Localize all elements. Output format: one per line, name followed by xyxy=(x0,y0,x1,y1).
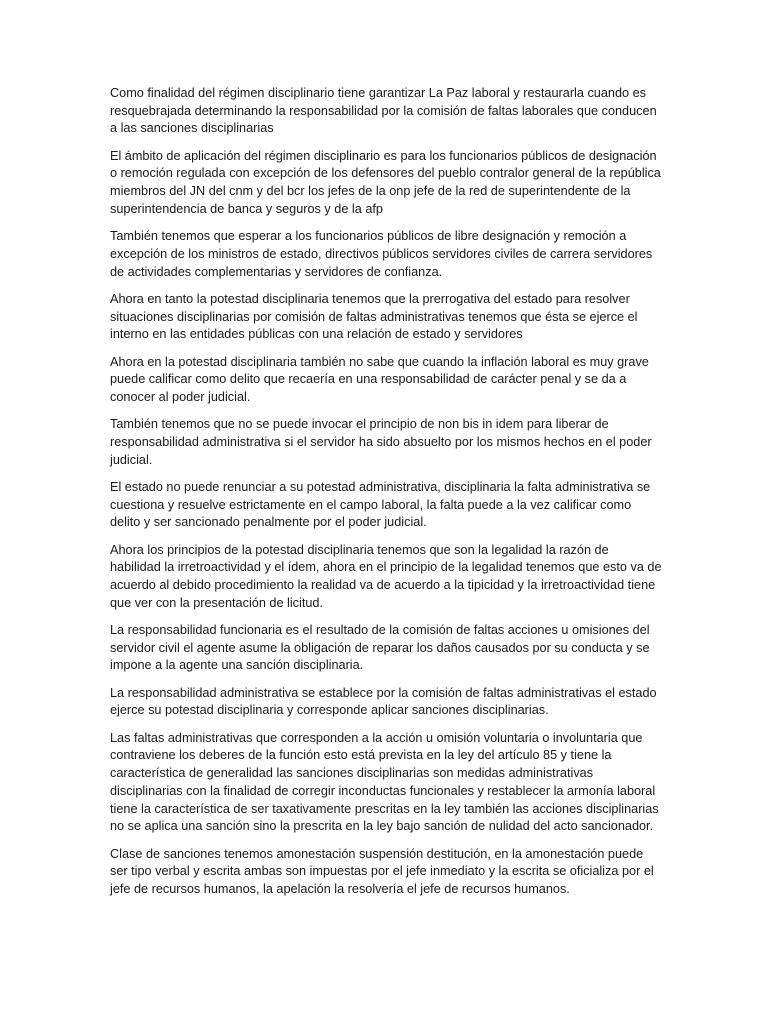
paragraph-4: Ahora en tanto la potestad disciplinaria tenemos que la prerrogativa del estado para resolver situaciones disciplinarias por comisión de faltas administrativas tenemos que ésta se ejerce el interno en las entidades públicas con una relación de estado y servidores xyxy=(110,291,638,342)
document-body xyxy=(110,85,662,908)
paragraph-3: También tenemos que esperar a los funcionarios públicos de libre designación y remoción a excepción de los ministros de estado, directivos públicos servidores civiles de carrera servidores de actividades complementarias y servidores de confianza. xyxy=(110,229,653,279)
paragraph-9: La responsabilidad funcionaria es el resultado de la comisión de faltas acciones u omisiones del servidor civil el agente asume la obligación de reparar los daños causados por su conducta y se impone a la agente una sanción disciplinaria. xyxy=(110,623,650,673)
paragraph-7: El estado no puede renunciar a su potestad administrativa, disciplinaria la falta administrativa se cuestiona y resuelve estrictamente en el campo laboral, la falta puede a la vez calificar como delito y ser sancionado penalmente por el poder judicial. xyxy=(110,479,651,530)
paragraph-1: Como finalidad del régimen disciplinario tiene garantizar La Paz laboral y restaurarla cuando es resquebrajada determinando la responsabilidad por la comisión de faltas laborales que conducen a las sanciones disciplinarias xyxy=(110,86,657,136)
paragraph-8: Ahora los principios de la potestad disciplinaria tenemos que son la legalidad la razón de habilidad la irretroactividad y el ídem, ahora en el principio de la legalidad tenemos que esto va de acuerdo al debido procedimiento la realidad va de acuerdo a la tipicidad y la irretroactividad tiene que ver con la presentación de licitud. xyxy=(110,542,662,610)
paragraph-11: Las faltas administrativas que corresponden a la acción u omisión voluntaria o involuntaria que contraviene los deberes de la función esto está prevista en la ley del artículo 85 y tiene la característica de generalidad las sanciones disciplinarias son medidas administrativas disciplinarias con la finalidad de corregir inconductas funcionales y restablecer la armonía laboral tiene la característica de ser taxativamente prescritas en la ley también las acciones disciplinarias no se aplica una sanción sino la prescrita en la ley bajo sanción de nulidad del acto sancionador. xyxy=(110,730,659,834)
paragraph-12: Clase de sanciones tenemos amonestación suspensión destitución, en la amonestación puede ser tipo verbal y escrita ambas son impuestas por el jefe inmediato y la escrita se oficializa por el jefe de recursos humanos, la apelación la resolvería el jefe de recursos humanos. xyxy=(110,846,654,896)
paragraph-10: La responsabilidad administrativa se establece por la comisión de faltas administrativas el estado ejerce su potestad disciplinaria y corresponde aplicar sanciones disciplinarias. xyxy=(110,685,657,718)
paragraph-5: Ahora en la potestad disciplinaria también no sabe que cuando la inflación laboral es muy grave puede calificar como delito que recaería en una responsabilidad de carácter penal y se da a conocer al poder judicial. xyxy=(110,354,649,404)
paragraph-6: También tenemos que no se puede invocar el principio de non bis in idem para liberar de responsabilidad administrativa si el servidor ha sido absuelto por los mismos hechos en el poder judicial. xyxy=(110,417,652,467)
paragraph-2: El ámbito de aplicación del régimen disciplinario es para los funcionarios públicos de designación o remoción regulada con excepción de los defensores del pueblo contralor general de la república miembros del JN del cnm y del bcr los jefes de la onp jefe de la red de superintendente de la superintendencia de banca y seguros y de la afp xyxy=(110,148,661,216)
